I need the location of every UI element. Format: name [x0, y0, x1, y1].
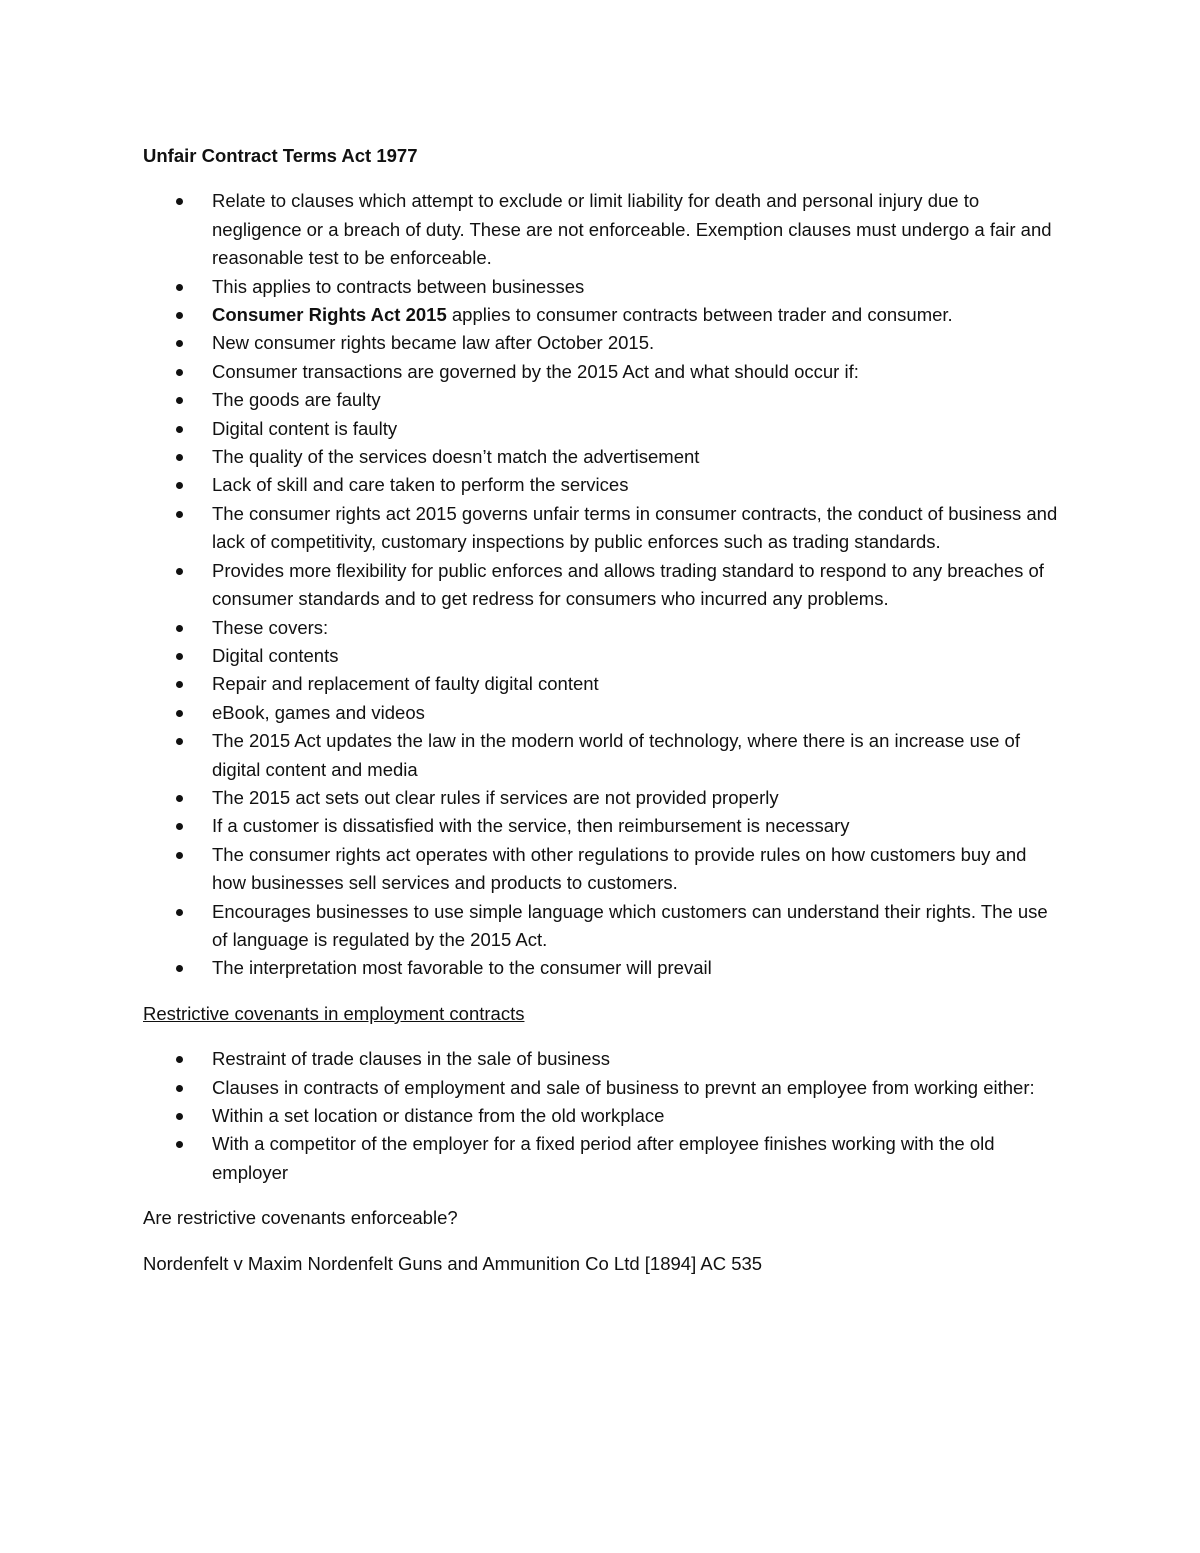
list-item: With a competitor of the employer for a fixed period after employee finishes working with the old employer	[143, 1130, 1063, 1187]
list-item: Digital content is faulty	[143, 415, 1063, 443]
list-item: If a customer is dissatisfied with the service, then reimbursement is necessary	[143, 812, 1063, 840]
bullet-icon	[176, 965, 183, 972]
bullet-icon	[176, 710, 183, 717]
list-item: Restraint of trade clauses in the sale of business	[143, 1045, 1063, 1073]
bullet-icon	[176, 369, 183, 376]
list-item: The consumer rights act operates with other regulations to provide rules on how customers buy and how businesses sell services and products to customers.	[143, 841, 1063, 898]
list-item: Repair and replacement of faulty digital content	[143, 670, 1063, 698]
consumer-law-list	[143, 187, 1063, 982]
question-paragraph: Are restrictive covenants enforceable?	[143, 1207, 458, 1229]
bullet-icon	[176, 340, 183, 347]
bullet-icon	[176, 426, 183, 433]
list-item: New consumer rights became law after October 2015.	[143, 329, 1063, 357]
list-item: Clauses in contracts of employment and sale of business to prevnt an employee from working either:	[143, 1074, 1063, 1102]
bullet-icon	[176, 1113, 183, 1120]
list-item: The quality of the services doesn’t match the advertisement	[143, 443, 1063, 471]
document-page	[143, 142, 1063, 1295]
bullet-icon	[176, 681, 183, 688]
list-item: Relate to clauses which attempt to exclude or limit liability for death and personal injury due to negligence or a breach of duty. These are not enforceable. Exemption clauses must undergo a fair and reasonable test to be enforceable.	[143, 187, 1063, 272]
list-item: Within a set location or distance from the old workplace	[143, 1102, 1063, 1130]
restrictive-covenants-list	[143, 1045, 1063, 1187]
bullet-icon	[176, 568, 183, 575]
list-item: The consumer rights act 2015 governs unfair terms in consumer contracts, the conduct of business and lack of competitivity, customary inspections by public enforces such as trading standards.	[143, 500, 1063, 557]
bullet-icon	[176, 852, 183, 859]
list-item: Provides more flexibility for public enforces and allows trading standard to respond to any breaches of consumer standards and to get redress for consumers who incurred any problems.	[143, 557, 1063, 614]
list-item: The 2015 Act updates the law in the modern world of technology, where there is an increase use of digital content and media	[143, 727, 1063, 784]
bullet-icon	[176, 198, 183, 205]
bold-act-name: Consumer Rights Act 2015	[212, 304, 447, 326]
bullet-icon	[176, 454, 183, 461]
list-item: Digital contents	[143, 642, 1063, 670]
bullet-icon	[176, 312, 183, 319]
bullet-icon	[176, 511, 183, 518]
list-item: Encourages businesses to use simple language which customers can understand their rights. The use of language is regulated by the 2015 Act.	[143, 898, 1063, 955]
bullet-icon	[176, 1056, 183, 1063]
list-item: Consumer Rights Act 2015 applies to consumer contracts between trader and consumer.	[143, 301, 1063, 329]
list-item: This applies to contracts between businesses	[143, 273, 1063, 301]
bullet-icon	[176, 795, 183, 802]
bullet-icon	[176, 1141, 183, 1148]
list-item: Lack of skill and care taken to perform the services	[143, 471, 1063, 499]
list-item: The interpretation most favorable to the consumer will prevail	[143, 954, 1063, 982]
bullet-icon	[176, 397, 183, 404]
list-item: These covers:	[143, 614, 1063, 642]
list-item: The 2015 act sets out clear rules if services are not provided properly	[143, 784, 1063, 812]
bullet-icon	[176, 823, 183, 830]
bullet-icon	[176, 653, 183, 660]
bullet-icon	[176, 625, 183, 632]
bullet-icon	[176, 909, 183, 916]
bullet-icon	[176, 284, 183, 291]
bullet-icon	[176, 1085, 183, 1092]
section-title-restrictive-covenants: Restrictive covenants in employment contracts	[143, 1002, 525, 1024]
bullet-icon	[176, 482, 183, 489]
case-citation: Nordenfelt v Maxim Nordenfelt Guns and Ammunition Co Ltd [1894] AC 535	[143, 1252, 763, 1274]
list-item: The goods are faulty	[143, 386, 1063, 414]
list-item: eBook, games and videos	[143, 699, 1063, 727]
bullet-icon	[176, 738, 183, 745]
list-item: Consumer transactions are governed by the 2015 Act and what should occur if:	[143, 358, 1063, 386]
document-heading: Unfair Contract Terms Act 1977	[143, 145, 418, 166]
